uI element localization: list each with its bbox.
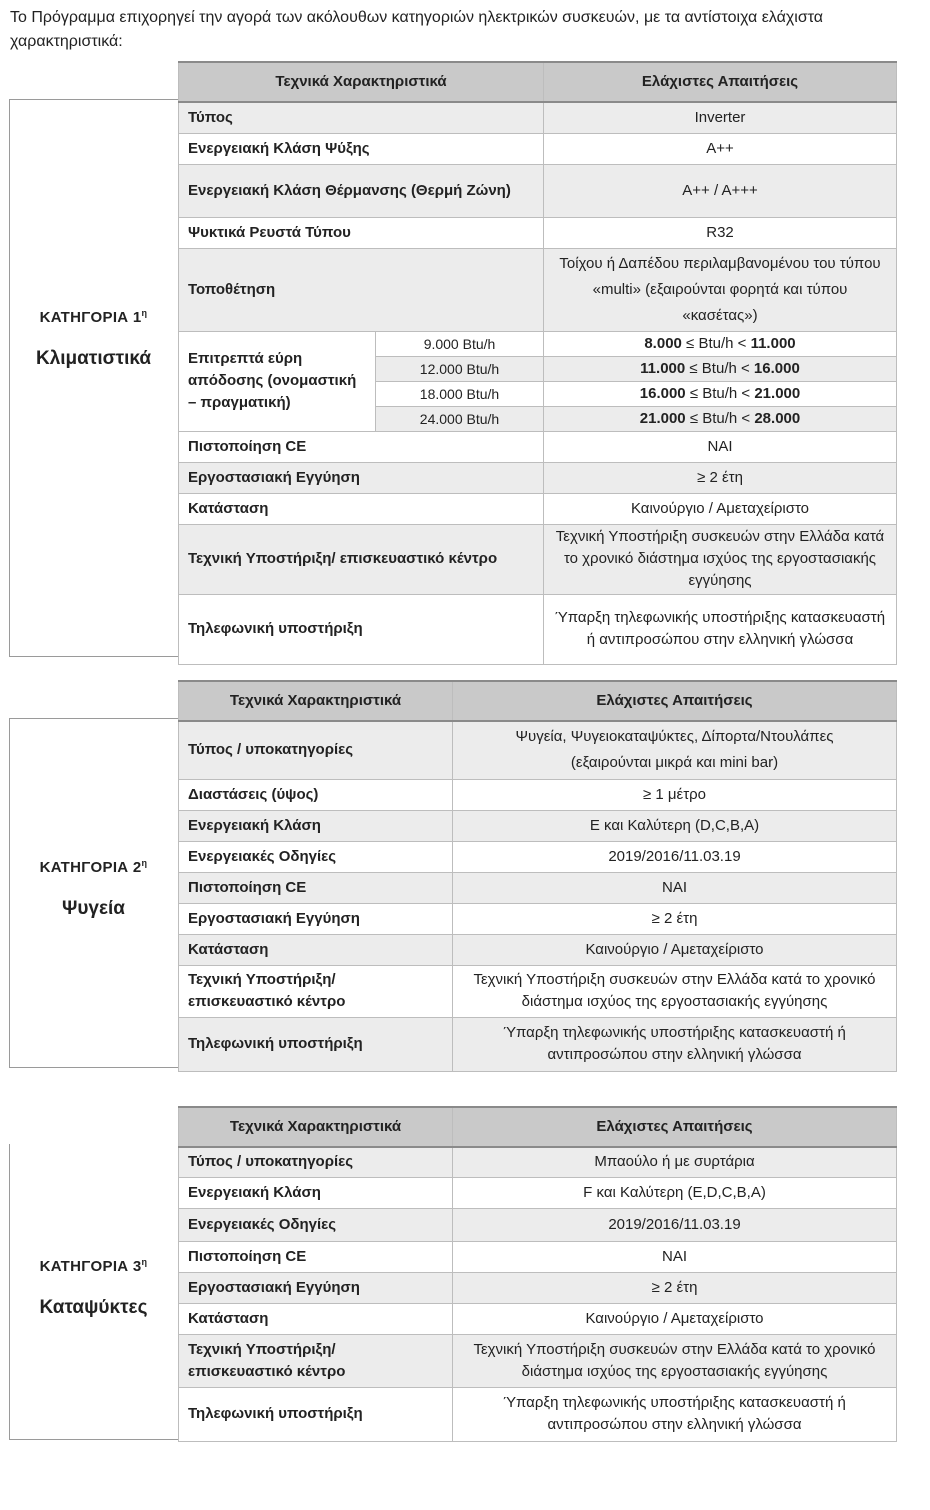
- spec-value: Τοίχου ή Δαπέδου περιλαμβανομένου του τύπου «multi» (εξαιρούνται φορητά και τύπου «κασέτας»): [544, 248, 897, 331]
- spec-value: Ύπαρξη τηλεφωνικής υποστήριξης κατασκευαστή ή αντιπροσώπου στην ελληνική γλώσσα: [453, 1017, 897, 1071]
- spec-key: Ενεργειακή Κλάση: [179, 810, 453, 841]
- spec-key: Πιστοποίηση CE: [179, 1241, 453, 1272]
- spec-value: 2019/2016/11.03.19: [453, 841, 897, 872]
- spec-value: NAI: [453, 1241, 897, 1272]
- range-value: 16.000 ≤ Btu/h < 21.000: [544, 381, 897, 406]
- spec-key: Τεχνική Υποστήριξη/ επισκευαστικό κέντρο: [179, 1334, 453, 1387]
- header-requirements: Ελάχιστες Απαιτήσεις: [544, 62, 897, 102]
- table-row: [179, 164, 897, 217]
- spec-value: A++: [544, 133, 897, 164]
- range-label: Επιτρεπτά εύρη απόδοσης (ονομαστική – πραγματική): [179, 331, 376, 431]
- category-1-label: [9, 308, 178, 370]
- spec-value: NAI: [544, 431, 897, 462]
- table-row: [179, 934, 897, 965]
- spec-key: Τύπος: [179, 102, 544, 133]
- spec-value: F και Καλύτερη (E,D,C,B,A): [453, 1177, 897, 1208]
- table-row: [179, 1387, 897, 1441]
- table-row: [179, 903, 897, 934]
- table-row: [179, 1334, 897, 1387]
- spec-key: Πιστοποίηση CE: [179, 872, 453, 903]
- spec-key: Ενεργειακές Οδηγίες: [179, 841, 453, 872]
- table-row: [179, 1303, 897, 1334]
- spec-value: A++ / A+++: [544, 164, 897, 217]
- spec-key: Τηλεφωνική υποστήριξη: [179, 1387, 453, 1441]
- category-3-table: [178, 1106, 897, 1442]
- spec-value: Μπαούλο ή με συρτάρια: [453, 1147, 897, 1177]
- range-btu: 24.000 Btu/h: [376, 406, 544, 431]
- spec-value: 2019/2016/11.03.19: [453, 1208, 897, 1241]
- category-1-name: Κλιματιστικά: [35, 348, 152, 369]
- category-2-table: [178, 680, 897, 1072]
- table-header-row: [179, 1107, 897, 1147]
- category-2-number: ΚΑΤΗΓΟΡΙΑ $2^\eta$: [39, 858, 148, 876]
- table-row: [179, 1208, 897, 1241]
- spec-key: Ψυκτικά Ρευστά Τύπου: [179, 217, 544, 248]
- spec-key: Διαστάσεις (ύψος): [179, 779, 453, 810]
- spec-key: Τηλεφωνική υποστήριξη: [179, 1017, 453, 1071]
- table-row: [179, 779, 897, 810]
- table-row: [179, 133, 897, 164]
- table-row: [179, 810, 897, 841]
- spec-value: ≥ 2 έτη: [453, 903, 897, 934]
- spec-value: Καινούργιο / Αμεταχείριστο: [453, 934, 897, 965]
- spec-value: Inverter: [544, 102, 897, 133]
- spec-value: Ύπαρξη τηλεφωνικής υποστήριξης κατασκευαστή ή αντιπροσώπου στην ελληνική γλώσσα: [453, 1387, 897, 1441]
- range-btu: 18.000 Btu/h: [376, 381, 544, 406]
- spec-value: ≥ 2 έτη: [453, 1272, 897, 1303]
- category-2-label: [9, 858, 178, 920]
- spec-key: Τύπος / υποκατηγορίες: [179, 1147, 453, 1177]
- table-row: [179, 594, 897, 664]
- category-1-table: [178, 61, 897, 665]
- spec-key: Ενεργειακή Κλάση Θέρμανσης (Θερμή Ζώνη): [179, 164, 544, 217]
- header-spec: Τεχνικά Χαρακτηριστικά: [179, 62, 544, 102]
- header-spec: Τεχνικά Χαρακτηριστικά: [179, 681, 453, 721]
- table-row: [179, 721, 897, 779]
- spec-value: Τεχνική Υποστήριξη συσκευών στην Ελλάδα κατά το χρονικό διάστημα ισχύος της εργοστασιακής εγγύησης: [453, 1334, 897, 1387]
- table-header-row: [179, 681, 897, 721]
- category-3-label: [9, 1257, 178, 1319]
- spec-key: Ενεργειακές Οδηγίες: [179, 1208, 453, 1241]
- header-spec: Τεχνικά Χαρακτηριστικά: [179, 1107, 453, 1147]
- range-btu: 9.000 Btu/h: [376, 331, 544, 356]
- spec-key: Τύπος / υποκατηγορίες: [179, 721, 453, 779]
- range-row: [179, 331, 897, 356]
- table-row: [179, 965, 897, 1017]
- spec-key: Ενεργειακή Κλάση: [179, 1177, 453, 1208]
- spec-value: Ύπαρξη τηλεφωνικής υποστήριξης κατασκευαστή ή αντιπροσώπου στην ελληνική γλώσσα: [544, 594, 897, 664]
- spec-key: Ενεργειακή Κλάση Ψύξης: [179, 133, 544, 164]
- spec-key: Τοποθέτηση: [179, 248, 544, 331]
- table-row: [179, 102, 897, 133]
- table-row: [179, 493, 897, 524]
- spec-key: Τεχνική Υποστήριξη/ επισκευαστικό κέντρο: [179, 524, 544, 594]
- spec-value: E και Καλύτερη (D,C,B,A): [453, 810, 897, 841]
- range-value: 21.000 ≤ Btu/h < 28.000: [544, 406, 897, 431]
- spec-value: Τεχνική Υποστήριξη συσκευών στην Ελλάδα κατά το χρονικό διάστημα ισχύος της εργοστασιακής εγγύησης: [544, 524, 897, 594]
- spec-key: Τεχνική Υποστήριξη/ επισκευαστικό κέντρο: [179, 965, 453, 1017]
- spec-value: Τεχνική Υποστήριξη συσκευών στην Ελλάδα κατά το χρονικό διάστημα ισχύος της εργοστασιακής εγγύησης: [453, 965, 897, 1017]
- spec-value: NAI: [453, 872, 897, 903]
- spec-key: Εργοστασιακή Εγγύηση: [179, 1272, 453, 1303]
- range-value: 11.000 ≤ Btu/h < 16.000: [544, 356, 897, 381]
- table-row: [179, 1147, 897, 1177]
- spec-key: Εργοστασιακή Εγγύηση: [179, 462, 544, 493]
- table-row: [179, 1241, 897, 1272]
- table-header-row: [179, 62, 897, 102]
- table-row: [179, 431, 897, 462]
- spec-value: Καινούργιο / Αμεταχείριστο: [544, 493, 897, 524]
- spec-key: Κατάσταση: [179, 934, 453, 965]
- range-btu: 12.000 Btu/h: [376, 356, 544, 381]
- category-1-number: ΚΑΤΗΓΟΡΙΑ $1^\eta$: [39, 308, 148, 326]
- category-2-name: Ψυγεία: [62, 898, 125, 919]
- table-row: [179, 462, 897, 493]
- table-row: [179, 217, 897, 248]
- spec-key: Κατάσταση: [179, 493, 544, 524]
- spec-value: ≥ 2 έτη: [544, 462, 897, 493]
- category-1-frame: [9, 99, 178, 657]
- spec-key: Πιστοποίηση CE: [179, 431, 544, 462]
- category-3-number: ΚΑΤΗΓΟΡΙΑ $3^\eta$: [39, 1257, 148, 1275]
- spec-key: Κατάσταση: [179, 1303, 453, 1334]
- table-row: [179, 1272, 897, 1303]
- category-3-name: Καταψύκτες: [39, 1297, 148, 1318]
- table-row: [179, 1017, 897, 1071]
- header-requirements: Ελάχιστες Απαιτήσεις: [453, 1107, 897, 1147]
- table-row: [179, 841, 897, 872]
- spec-key: Τηλεφωνική υποστήριξη: [179, 594, 544, 664]
- range-value: 8.000 ≤ Btu/h < 11.000: [544, 331, 897, 356]
- table-row: [179, 872, 897, 903]
- spec-value: Καινούργιο / Αμεταχείριστο: [453, 1303, 897, 1334]
- table-row: [179, 524, 897, 594]
- intro-paragraph: Το Πρόγραμμα επιχορηγεί την αγορά των ακόλουθων κατηγοριών ηλεκτρικών συσκευών, με τα αντίστοιχα ελάχιστα χαρακτηριστικά:: [10, 9, 824, 50]
- table-row: [179, 248, 897, 331]
- spec-key: Εργοστασιακή Εγγύηση: [179, 903, 453, 934]
- header-requirements: Ελάχιστες Απαιτήσεις: [453, 681, 897, 721]
- table-row: [179, 1177, 897, 1208]
- spec-value: Ψυγεία, Ψυγειοκαταψύκτες, Δίπορτα/Ντουλάπες (εξαιρούνται μικρά και mini bar): [453, 721, 897, 779]
- spec-value: R32: [544, 217, 897, 248]
- spec-value: ≥ 1 μέτρο: [453, 779, 897, 810]
